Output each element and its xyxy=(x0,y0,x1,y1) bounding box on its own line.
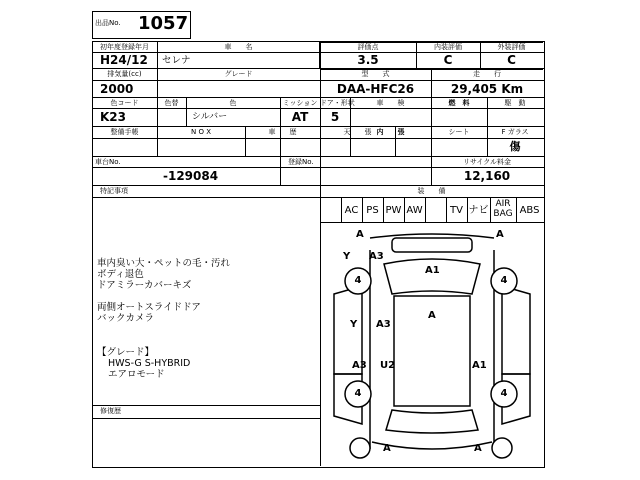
equip-ac: AC xyxy=(344,205,359,216)
tire-mark: 4 xyxy=(354,388,362,399)
row-divider xyxy=(92,126,544,127)
lot-number: 1057 xyxy=(138,13,189,34)
mileage: 29,405 Km xyxy=(450,82,524,96)
equipment-label: 装 備 xyxy=(417,187,446,195)
equip-ps: PS xyxy=(366,205,379,216)
displacement-label: 排気量(cc) xyxy=(107,70,142,78)
glass-condition: 傷 xyxy=(509,140,521,153)
row-divider xyxy=(92,80,544,81)
equip-aw: AW xyxy=(406,205,423,216)
damage-mark: A xyxy=(496,229,504,240)
damage-mark: A xyxy=(474,443,482,454)
mileage-label: 走 行 xyxy=(473,70,501,78)
damage-mark: A3 xyxy=(352,360,367,371)
interior-label: 内装評価 xyxy=(434,43,462,51)
spare-right-circle xyxy=(492,438,512,458)
row-divider xyxy=(92,138,544,139)
exterior-grade: C xyxy=(507,53,516,67)
interior-roof-label: 内 張 xyxy=(376,128,405,136)
type-label: 型 式 xyxy=(361,70,390,78)
row-divider xyxy=(92,185,544,186)
equip-abs: ABS xyxy=(519,205,540,216)
displacement: 2000 xyxy=(100,82,134,96)
damage-mark: A xyxy=(356,229,364,240)
right-side-panel xyxy=(502,286,530,374)
damage-mark: A3 xyxy=(369,251,384,262)
row-divider xyxy=(92,156,544,157)
glass-label: F ガラス xyxy=(501,128,529,136)
remarks-text xyxy=(97,258,230,324)
remark-line: ボディ退色 xyxy=(97,269,144,280)
equip-airbag: AIR BAG xyxy=(493,199,513,219)
exterior-label: 外装評価 xyxy=(497,43,526,51)
row-divider xyxy=(92,97,544,98)
drive-label: 駆 動 xyxy=(504,99,526,107)
color-change-label: 色替 xyxy=(164,99,179,107)
damage-mark: A xyxy=(428,310,436,321)
grade-label: グレード xyxy=(224,70,253,78)
row-divider xyxy=(92,167,544,168)
col-divider xyxy=(280,156,281,185)
model-type: DAA-HFC26 xyxy=(336,82,415,96)
col-divider xyxy=(320,156,321,185)
tire-mark: 4 xyxy=(500,388,508,399)
damage-mark: A1 xyxy=(472,360,487,371)
grade-name: HWS-G S-HYBRID xyxy=(108,358,191,369)
doors-label: ドア・形状 xyxy=(320,99,355,107)
section-col-divider xyxy=(320,185,321,466)
remark-line: バックカメラ xyxy=(97,313,155,324)
transmission: AT xyxy=(291,110,309,124)
grade-heading: 【グレード】 xyxy=(97,347,155,358)
grille-outline xyxy=(392,238,472,252)
seat-label: シート xyxy=(448,128,470,136)
door-count: 5 xyxy=(330,110,340,124)
remarks-label: 特記事項 xyxy=(100,187,128,195)
model-label: 車 名 xyxy=(224,43,253,51)
roof-label: 天 張 xyxy=(343,128,372,136)
registration-label: 登録No. xyxy=(288,158,314,166)
nox-label: N O X xyxy=(191,128,211,136)
remark-line: 車内臭い大・ペットの毛・汚れ xyxy=(97,258,231,269)
mission-label: ミッション xyxy=(282,99,318,107)
color-name: シルバー xyxy=(192,112,228,122)
row-divider xyxy=(92,108,544,109)
remark-line: 両側オートスライドドア xyxy=(97,302,201,313)
damage-mark: A3 xyxy=(376,319,391,330)
repair-history-label: 修復歴 xyxy=(100,407,121,415)
inspection-label: 車 検 xyxy=(376,99,405,107)
recycle-label: リサイクル料金 xyxy=(462,158,512,166)
evaluation-score: 3.5 xyxy=(357,53,379,67)
chassis-number: -129084 xyxy=(163,169,219,183)
damage-mark: Y xyxy=(350,319,358,330)
color-label: 色 xyxy=(229,99,237,107)
equipment-divider xyxy=(320,222,544,223)
first-registration: H24/12 xyxy=(100,53,148,67)
section-divider xyxy=(92,197,544,198)
equip-tv: TV xyxy=(450,205,463,216)
score-label: 評価点 xyxy=(357,43,379,51)
repair-divider xyxy=(92,405,320,406)
damage-mark: A xyxy=(383,443,391,454)
interior-grade: C xyxy=(443,53,453,67)
recycle-fee: 12,160 xyxy=(463,169,511,183)
repair-divider xyxy=(92,418,320,419)
grade-block xyxy=(97,347,191,380)
remark-line: ドアミラーカバーキズ xyxy=(97,280,192,291)
tire-mark: 4 xyxy=(500,275,508,286)
fuel-label: 燃 料 xyxy=(448,99,470,107)
history-label: 車 歴 xyxy=(268,128,297,136)
color-code: K23 xyxy=(100,110,126,124)
equip-divider xyxy=(425,197,426,222)
remark-line xyxy=(97,291,230,302)
damage-mark: A1 xyxy=(425,265,440,276)
year-label: 初年度登録年月 xyxy=(100,43,149,51)
damage-mark: U2 xyxy=(380,360,396,371)
color-code-label: 色コード xyxy=(110,99,139,107)
rear-window-outline xyxy=(386,410,478,433)
equip-navi: ナビ xyxy=(468,205,489,216)
spare-left-circle xyxy=(350,438,370,458)
model-name: セレナ xyxy=(162,55,191,66)
damage-mark: Y xyxy=(343,251,351,262)
chassis-label: 車台No. xyxy=(95,158,121,166)
tire-mark: 4 xyxy=(354,275,362,286)
manual-label: 整備手帳 xyxy=(110,128,139,136)
lot-number-label: 出品No. xyxy=(95,19,121,27)
equip-pw: PW xyxy=(385,205,402,216)
grade-mode: エアロモード xyxy=(108,369,165,380)
vehicle-diagram xyxy=(322,224,542,464)
